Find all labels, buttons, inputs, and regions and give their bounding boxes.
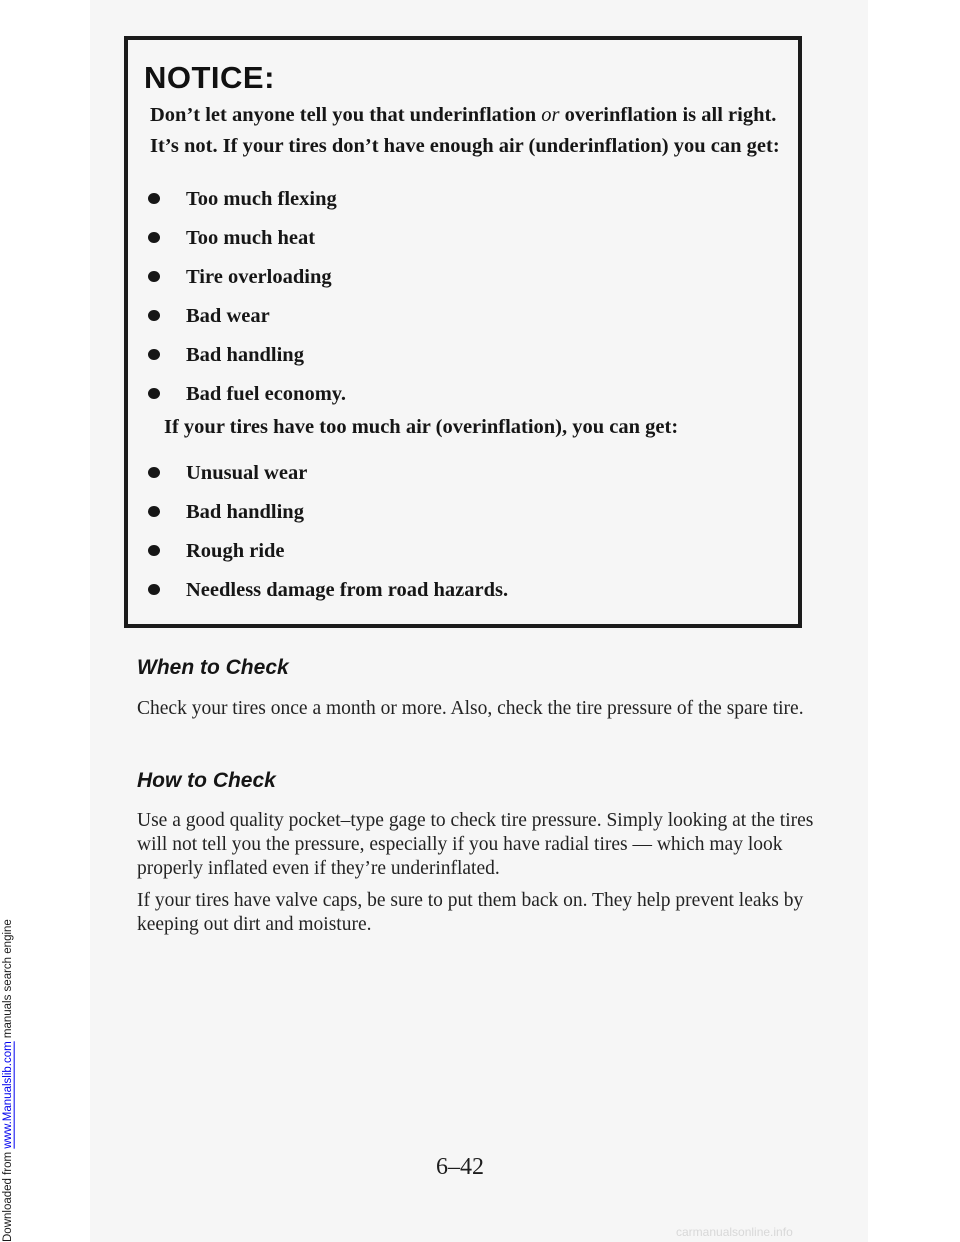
download-sidebar xyxy=(1,6,15,1242)
list-item-label: Rough ride xyxy=(186,540,285,562)
overinflation-effects-list xyxy=(148,462,508,618)
underinflation-effects-list xyxy=(148,188,346,422)
list-item-label: Too much flexing xyxy=(186,188,337,210)
valve-caps-text: If your tires have valve caps, be sure to put them back on. They help prevent leaks by keeping out dirt and moisture. xyxy=(137,890,804,935)
overinflation-intro: If your tires have too much air (overinflation), you can get: xyxy=(164,416,679,438)
list-item xyxy=(148,540,508,579)
list-item xyxy=(148,227,346,266)
how-to-check-heading: How to Check xyxy=(137,769,276,792)
bullet-icon xyxy=(148,388,160,399)
how-to-check-text: Use a good quality pocket–type gage to check tire pressure. Simply looking at the tires will not tell you the pressure, especially if you have radial tires — which may look properly inflated even if they’re underinflated. xyxy=(137,810,814,879)
bullet-icon xyxy=(148,271,160,282)
list-item-label: Tire overloading xyxy=(186,266,332,288)
bullet-icon xyxy=(148,584,160,595)
bullet-icon xyxy=(148,232,160,243)
notice-heading: NOTICE: xyxy=(144,60,275,95)
list-item-label: Unusual wear xyxy=(186,462,308,484)
list-item xyxy=(148,305,346,344)
page-number: 6–42 xyxy=(436,1154,484,1180)
download-suffix: manuals search engine xyxy=(2,919,14,1042)
list-item xyxy=(148,266,346,305)
manualslib-link[interactable]: www.Manualslib.com xyxy=(2,1041,14,1149)
notice-intro: Don’t let anyone tell you that underinflation or overinflation is all right. It’s not. If your tires don’t have enough air (underinflation) you can get: xyxy=(150,104,780,157)
when-to-check-heading: When to Check xyxy=(137,656,289,679)
bullet-icon xyxy=(148,545,160,556)
bullet-icon xyxy=(148,467,160,478)
footer-watermark: carmanualsonline.info xyxy=(676,1225,793,1239)
list-item-label: Needless damage from road hazards. xyxy=(186,579,509,601)
list-item xyxy=(148,579,508,618)
bullet-icon xyxy=(148,349,160,360)
notice-box xyxy=(124,36,802,628)
bullet-icon xyxy=(148,506,160,517)
list-item-label: Bad wear xyxy=(186,305,270,327)
list-item-label: Bad fuel economy. xyxy=(186,383,347,405)
bullet-icon xyxy=(148,193,160,204)
list-item-label: Bad handling xyxy=(186,344,304,366)
list-item xyxy=(148,188,346,227)
bullet-icon xyxy=(148,310,160,321)
when-to-check-text: Check your tires once a month or more. Also, check the tire pressure of the spare tire. xyxy=(137,698,804,719)
list-item xyxy=(148,344,346,383)
list-item xyxy=(148,501,508,540)
list-item xyxy=(148,462,508,501)
list-item-label: Bad handling xyxy=(186,501,304,523)
download-prefix: Downloaded from xyxy=(2,1148,14,1242)
list-item-label: Too much heat xyxy=(186,227,316,249)
